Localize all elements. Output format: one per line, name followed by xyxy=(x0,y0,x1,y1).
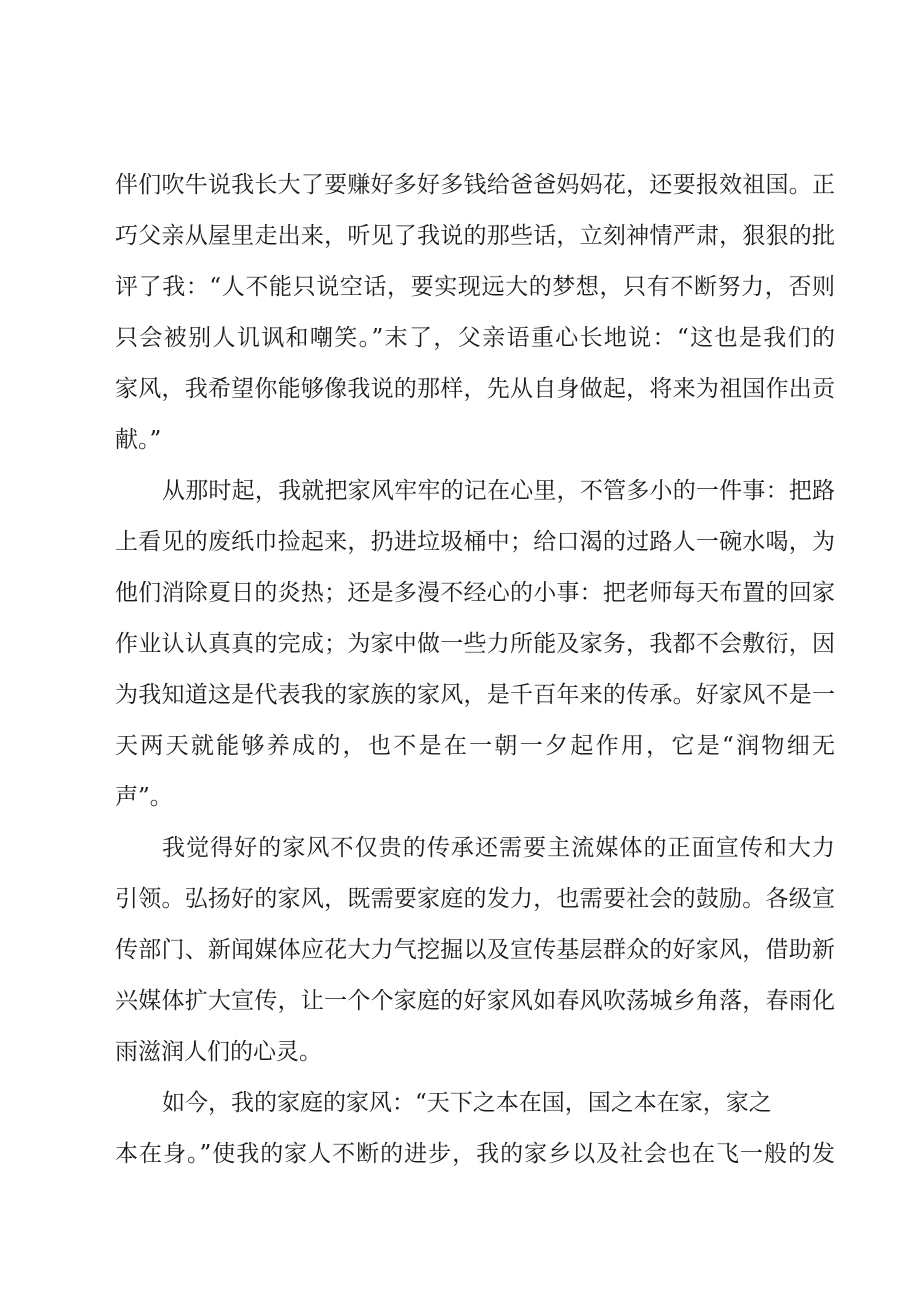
text-line: 作业认认真真的完成；为家中做一些力所能及家务，我都不会敷衍，因 xyxy=(115,631,835,657)
text-line: 兴媒体扩大宣传，让一个个家庭的好家风如春风吹荡城乡角落，春雨化 xyxy=(115,988,835,1014)
text-line: 为我知道这是代表我的家族的家风，是千百年来的传承。好家风不是一 xyxy=(115,682,835,708)
text-line: 传部门、新闻媒体应花大力气挖掘以及宣传基层群众的好家风，借助新 xyxy=(115,937,835,963)
text-line: 只会被别人讥讽和嘲笑。”末了，父亲语重心长地说：“这也是我们的 xyxy=(115,325,835,351)
text-line: 上看见的废纸巾捡起来，扔进垃圾桶中；给口渴的过路人一碗水喝，为 xyxy=(115,529,835,555)
text-line: 天两天就能够养成的，也不是在一朝一夕起作用，它是“润物细无 xyxy=(115,733,835,759)
text-line: 巧父亲从屋里走出来，听见了我说的那些话，立刻神情严肃，狠狠的批 xyxy=(115,223,835,249)
text-line: 他们消除夏日的炎热；还是多漫不经心的小事：把老师每天布置的回家 xyxy=(115,580,835,606)
text-line: 声”。 xyxy=(115,784,173,810)
text-line: 家风，我希望你能够像我说的那样，先从自身做起，将来为祖国作出贡 xyxy=(115,376,835,402)
text-line: 雨滋润人们的心灵。 xyxy=(115,1039,322,1065)
text-line: 本在身。”使我的家人不断的进步，我的家乡以及社会也在飞一般的发 xyxy=(115,1141,835,1167)
text-line: 引领。弘扬好的家风，既需要家庭的发力，也需要社会的鼓励。各级宣 xyxy=(115,886,835,912)
text-line: 从那时起，我就把家风牢牢的记在心里，不管多小的一件事：把路 xyxy=(162,478,835,504)
text-line: 献。” xyxy=(115,427,162,453)
text-line: 如今，我的家庭的家风：“天下之本在国，国之本在家，家之 xyxy=(162,1090,772,1116)
text-line: 评了我：“人不能只说空话，要实现远大的梦想，只有不断努力，否则 xyxy=(115,274,835,300)
text-line: 我觉得好的家风不仅贵的传承还需要主流媒体的正面宣传和大力 xyxy=(162,835,835,861)
text-line: 伴们吹牛说我长大了要赚好多好多钱给爸爸妈妈花，还要报效祖国。正 xyxy=(115,172,835,198)
